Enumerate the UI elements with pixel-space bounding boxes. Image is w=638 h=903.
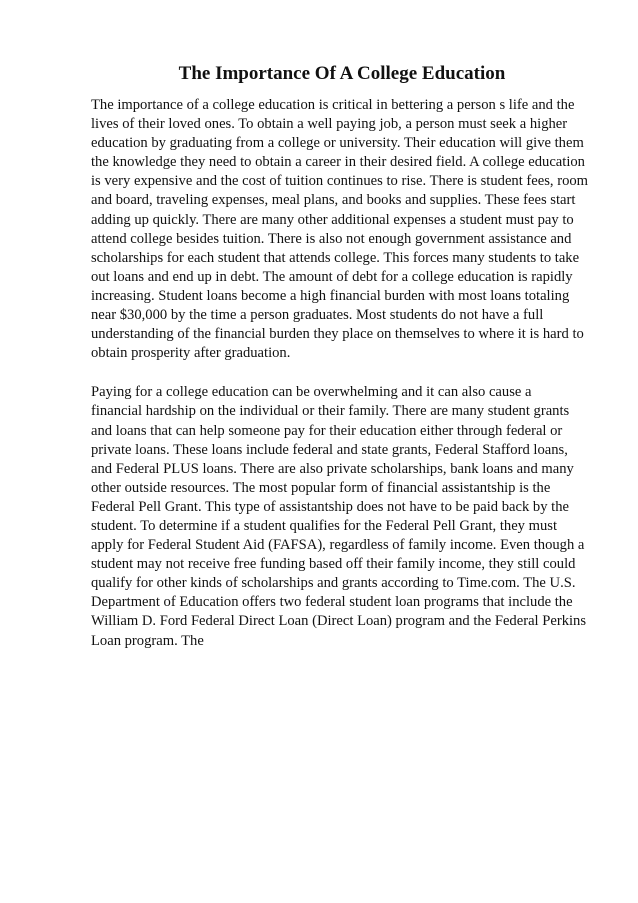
text-line: Federal Pell Grant. This type of assistantship does not have to be paid back by the [91,498,569,515]
text-line: other outside resources. The most popular form of financial assistantship is the [91,479,551,496]
text-line: out loans and end up in debt. The amount of debt for a college education is rapidly [91,268,573,285]
paragraph-2 [91,383,596,650]
text-line: scholarships for each student that attends college. This forces many students to take [91,249,580,266]
text-line: financial hardship on the individual or their family. There are many student grants [91,403,570,420]
text-line: lives of their loved ones. To obtain a well paying job, a person must seek a higher [91,116,568,133]
text-line: Department of Education offers two federal student loan programs that include the [91,594,573,611]
text-line: increasing. Student loans become a high financial burden with most loans totaling [91,287,570,304]
text-line: is very expensive and the cost of tuition continues to rise. There is student fees, room [91,173,589,190]
text-line: William D. Ford Federal Direct Loan (Direct Loan) program and the Federal Perkins [91,613,587,630]
text-line: Loan program. The [91,632,204,649]
text-line: The importance of a college education is critical in bettering a person s life and the [91,97,575,113]
text-line: qualify for other kinds of scholarships and grants according to Time.com. The U.S. [91,575,576,592]
text-line: near $30,000 by the time a person graduates. Most students do not have a full [91,307,544,324]
text-line: obtain prosperity after graduation. [91,345,291,362]
text-line: Paying for a college education can be overwhelming and it can also cause a [91,384,532,401]
text-line: apply for Federal Student Aid (FAFSA), regardless of family income. Even though a [91,537,585,554]
text-line: and board, traveling expenses, meal plans, and books and supplies. These fees start [91,192,576,209]
document-body [91,96,596,671]
document-title: The Importance Of A College Education [178,63,506,84]
text-line: student. To determine if a student qualifies for the Federal Pell Grant, they must [91,517,558,534]
text-line: the knowledge they need to obtain a career in their desired field. A college education [91,154,585,171]
text-line: adding up quickly. There are many other additional expenses a student must pay to [91,211,574,228]
text-line: and Federal PLUS loans. There are also private scholarships, bank loans and many [91,460,574,477]
text-line: and loans that can help someone pay for their education either through federal or [91,422,563,439]
paragraph-1 [91,96,596,363]
text-line: understanding of the financial burden they place on themselves to where it is hard to [91,326,584,343]
text-line: student may not receive free funding based off their family income, they still could [91,556,576,573]
text-line: private loans. These loans include federal and state grants, Federal Stafford loans, [91,441,568,458]
text-line: education by graduating from a college or university. Their education will give them [91,135,584,152]
text-line: attend college besides tuition. There is also not enough government assistance and [91,230,572,247]
